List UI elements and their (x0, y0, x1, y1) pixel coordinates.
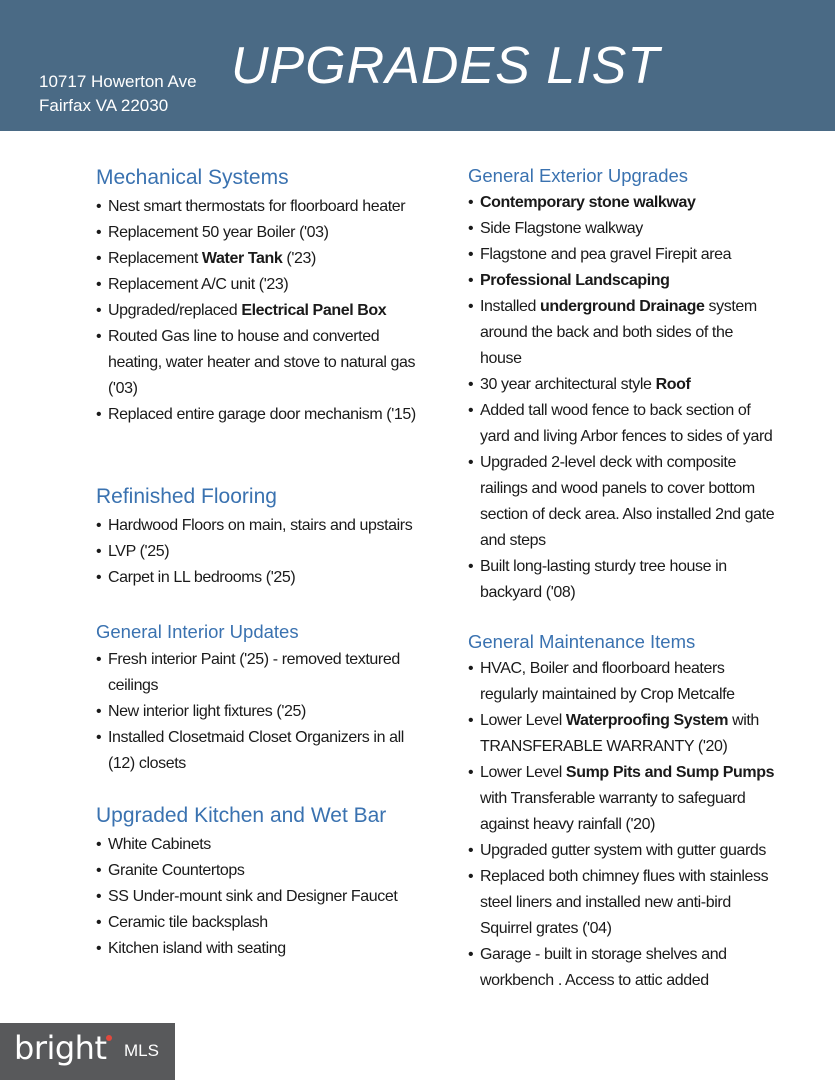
item-text: LVP ('25) (108, 543, 170, 560)
item-highlight: Professional Landscaping (480, 272, 670, 289)
list-item (96, 910, 416, 936)
list-item (96, 539, 426, 565)
list-item (96, 832, 416, 858)
item-highlight: Water Tank (201, 250, 283, 267)
section-title-exterior: General Exterior Upgrades (468, 165, 689, 186)
item-text: Routed Gas line to house and converted heating, water heater and stove to natural gas ('03) (108, 328, 416, 397)
item-text: Lower Level (480, 712, 566, 729)
list-kitchen (96, 832, 416, 962)
item-text: system around the back and both sides of the house (480, 298, 757, 367)
list-item (468, 942, 778, 994)
address-street: 10717 Howerton Ave (39, 72, 197, 91)
mls-logo-text: MLS (124, 1041, 159, 1060)
item-text: Garage - built in storage shelves and workbench . Access to attic added (480, 946, 727, 989)
item-text: New interior light fixtures ('25) (108, 703, 306, 720)
list-item (468, 242, 778, 268)
item-text: Built long-lasting sturdy tree house in backyard ('08) (480, 558, 727, 601)
item-text: White Cabinets (108, 836, 211, 853)
list-item (468, 656, 778, 708)
item-text: Upgraded gutter system with gutter guards (480, 842, 766, 859)
item-text: with TRANSFERABLE WARRANTY ('20) (480, 712, 759, 755)
list-item (468, 190, 778, 216)
property-address (39, 70, 197, 118)
item-text: Lower Level (480, 764, 566, 781)
list-item (468, 864, 778, 942)
item-text: Flagstone and pea gravel Firepit area (480, 246, 732, 263)
item-text: Fresh interior Paint ('25) - removed textured ceilings (108, 651, 400, 694)
item-text: HVAC, Boiler and floorboard heaters regularly maintained by Crop Metcalfe (480, 660, 735, 703)
item-text: with Transferable warranty to safeguard against heavy rainfall ('20) (480, 790, 746, 833)
item-text: Upgraded 2-level deck with composite railings and wood panels to cover bottom section of deck area. Also installed 2nd gate and steps (480, 454, 775, 549)
item-text: Replacement A/C unit ('23) (108, 276, 289, 293)
list-item (468, 760, 778, 838)
bright-logo-dot-icon (106, 1035, 112, 1041)
section-title-mechanical: Mechanical Systems (96, 166, 289, 189)
item-text: Upgraded/replaced (108, 302, 242, 319)
item-text: Carpet in LL bedrooms ('25) (108, 569, 296, 586)
item-text: Replacement 50 year Boiler ('03) (108, 224, 329, 241)
list-mechanical (96, 194, 416, 428)
item-highlight: underground Drainage (540, 298, 705, 315)
header-banner (0, 0, 835, 131)
item-highlight: Waterproofing System (565, 712, 729, 729)
list-item (468, 268, 778, 294)
item-text: Added tall wood fence to back section of yard and living Arbor fences to sides of yard (480, 402, 773, 445)
item-text: ('23) (282, 250, 316, 267)
section-title-flooring: Refinished Flooring (96, 485, 277, 508)
list-interior (96, 647, 416, 777)
item-text: Replaced both chimney flues with stainless steel liners and installed new anti-bird Squirrel grates ('04) (480, 868, 769, 937)
item-text: Installed Closetmaid Closet Organizers in all (12) closets (108, 729, 404, 772)
item-text: Kitchen island with seating (108, 940, 286, 957)
list-item (96, 220, 416, 246)
list-item (468, 294, 778, 372)
list-item (468, 398, 778, 450)
address-city: Fairfax VA 22030 (39, 96, 169, 115)
list-flooring (96, 513, 426, 591)
list-item (96, 246, 416, 272)
list-item (96, 725, 416, 777)
list-item (468, 838, 778, 864)
list-item (96, 936, 416, 962)
list-item (96, 699, 416, 725)
item-text: SS Under-mount sink and Designer Faucet (108, 888, 398, 905)
list-item (468, 708, 778, 760)
item-highlight: Roof (655, 376, 691, 393)
item-text: Ceramic tile backsplash (108, 914, 268, 931)
list-item (96, 884, 416, 910)
item-text: Replaced entire garage door mechanism ('15) (108, 406, 416, 423)
bright-logo-text: bright (14, 1029, 107, 1067)
item-text: 30 year architectural style (480, 376, 656, 393)
list-item (96, 565, 426, 591)
list-exterior (468, 190, 778, 606)
item-text: Replacement (108, 250, 202, 267)
list-item (96, 647, 416, 699)
list-item (96, 402, 416, 428)
list-item (468, 554, 778, 606)
list-item (96, 298, 416, 324)
item-text: Hardwood Floors on main, stairs and upstairs (108, 517, 413, 534)
list-item (96, 272, 416, 298)
list-item (96, 858, 416, 884)
list-item (96, 194, 416, 220)
list-item (96, 513, 426, 539)
item-highlight: Contemporary stone walkway (480, 194, 696, 211)
item-highlight: Electrical Panel Box (241, 302, 387, 319)
list-maintenance (468, 656, 778, 994)
item-text: Nest smart thermostats for floorboard heater (108, 198, 406, 215)
item-text: Installed (480, 298, 541, 315)
section-title-interior: General Interior Updates (96, 621, 299, 642)
list-item (96, 324, 416, 402)
section-title-maintenance: General Maintenance Items (468, 631, 696, 652)
list-item (468, 450, 778, 554)
list-item (468, 216, 778, 242)
item-text: Side Flagstone walkway (480, 220, 643, 237)
item-text: Granite Countertops (108, 862, 245, 879)
list-item (468, 372, 778, 398)
page-title: UPGRADES LIST (231, 37, 661, 95)
bright-mls-watermark (0, 1023, 175, 1080)
item-highlight: Sump Pits and Sump Pumps (565, 764, 775, 781)
section-title-kitchen: Upgraded Kitchen and Wet Bar (96, 804, 387, 827)
